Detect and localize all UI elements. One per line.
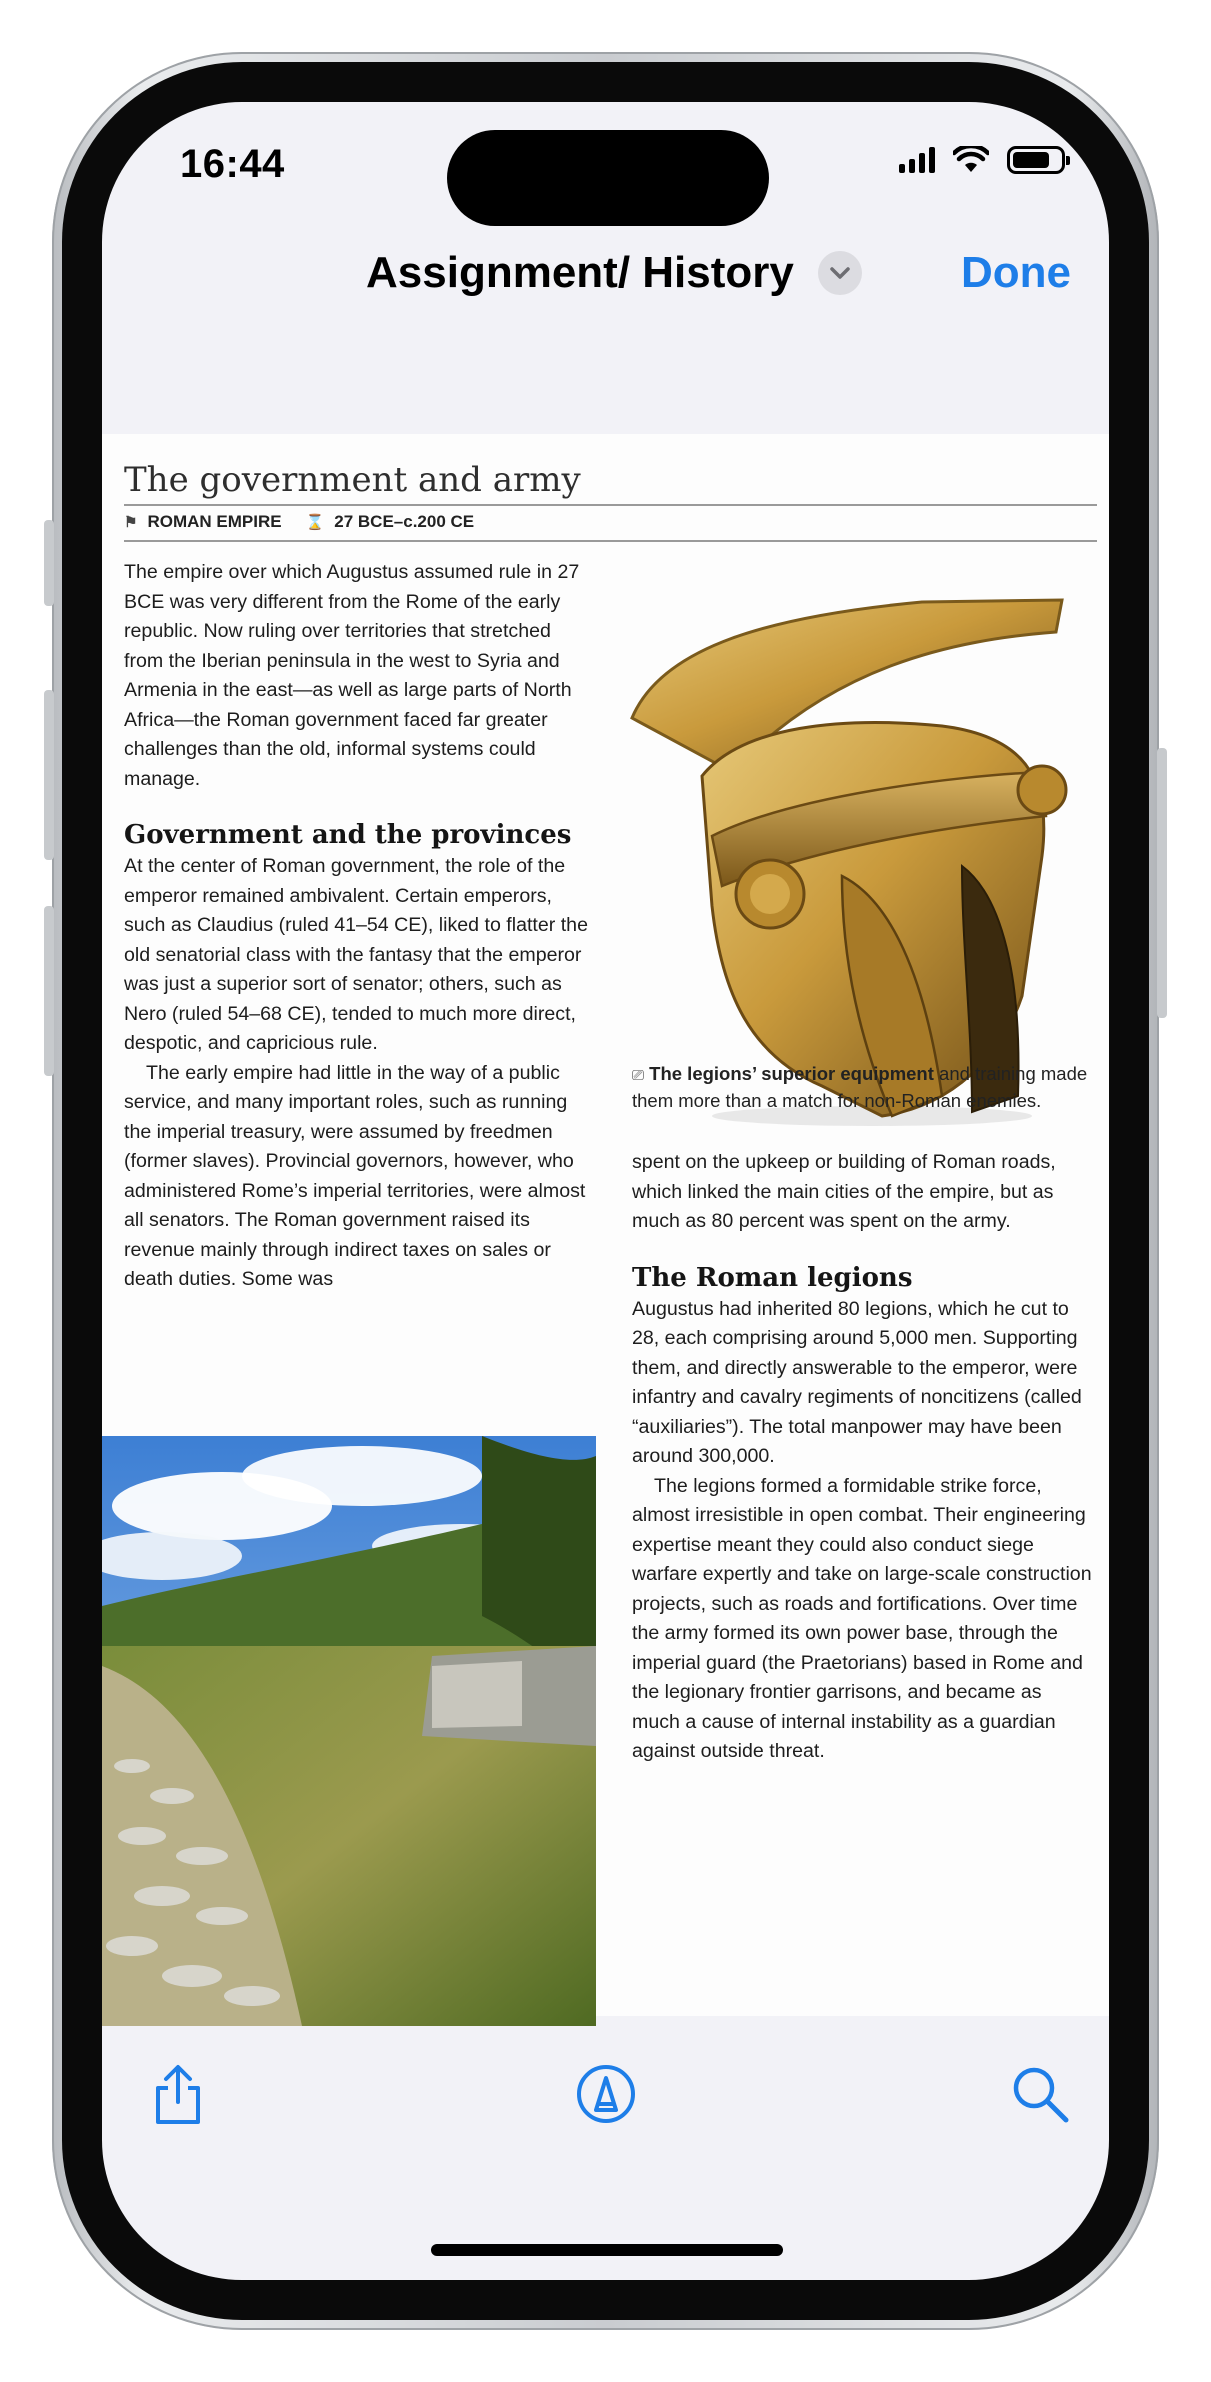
power-button [1157,748,1167,1018]
page-meta [124,512,474,532]
markup-icon[interactable] [574,2062,638,2126]
roman-road-photo [102,1436,596,2026]
meta-date: 27 BCE–c.200 CE [334,512,475,531]
section-heading-government: Government and the provinces [124,820,572,850]
dynamic-island [447,130,769,226]
document-title: Assignment/ History [366,248,794,297]
section2-paragraph-1: Augustus had inherited 80 legions, which he cut to 28, each comprising around 5,000 men. Supporting them, and directly answerable to the emperor, were infantry and cavalry regiments of noncitizens (called “auxiliaries”). The total manpower may have been around 300,000. [632,1297,1082,1467]
meta-region: ROMAN EMPIRE [147,512,282,531]
nav-title-menu[interactable] [366,248,862,298]
right-column [632,1148,1092,1767]
battery-icon [1007,146,1065,174]
flag-icon: ⚑ [124,514,138,531]
document-page[interactable] [102,434,1109,2016]
hourglass-icon: ⌛ [305,514,325,531]
section1-continued: spent on the upkeep or building of Roman roads, which linked the main cities of the empire, but as much as 80 percent was spent on the army. [632,1151,1056,1232]
section1-paragraph-1: At the center of Roman government, the role of the emperor remained ambivalent. Certain emperors, such as Claudius (ruled 41–54 CE), liked to flatter the old senatorial class with the fantasy that the emperor was just a superior sort of senator; others, such as Nero (ruled 54–68 CE), tended to much more direct, despotic, and capricious rule. [124,855,588,1054]
volume-down-button [44,906,54,1076]
home-indicator[interactable] [431,2244,783,2256]
done-button[interactable]: Done [961,248,1071,297]
heading-rule [124,504,1097,506]
camera-icon: ⎚ [632,1067,645,1084]
share-icon[interactable] [146,2062,210,2126]
intro-paragraph: The empire over which Augustus assumed rule in 27 BCE was very different from the Rome of the early republic. Now ruling over territories that stretched from the Iberian peninsula in the west to Syria and Armenia in the east—as well as large parts of North Africa—the Roman government faced far greater challenges than the old, informal systems could manage. [124,561,580,790]
status-icons [899,146,1065,174]
meta-rule [124,540,1097,542]
left-column [124,558,594,1295]
section1-paragraph-2: The early empire had little in the way of a public service, and many important roles, such as running the imperial treasury, were assumed by freedmen (former slaves). Provincial governors, however, who administered Rome’s imperial territories, were almost all senators. The Roman government raised its revenue mainly through indirect taxes on sales or death duties. Some was [124,1061,586,1290]
action-button [44,520,54,606]
helmet-illustration [622,576,1082,1132]
search-icon[interactable] [1008,2062,1072,2126]
caption-bold: The legions’ superior equipment [649,1063,934,1084]
section2-paragraph-2: The legions formed a formidable strike force, almost irresistible in open combat. Their engineering expertise meant they could also conduct siege warfare expertly and take on large-scale construction projects, such as roads and fortifications. Over time the army formed its own power base, through the imperial guard (the Praetorians) based in Rome and the legionary frontier garrisons, and became as much a cause of internal instability as a guardian against outside threat. [632,1474,1092,1762]
volume-up-button [44,690,54,860]
screen [102,102,1109,2280]
section-heading-legions: The Roman legions [632,1262,913,1293]
helmet-caption [632,1062,1092,1113]
caption-text: and training made them more than a match for non-Roman enemies. [632,1063,1088,1111]
page-heading: The government and army [124,460,581,500]
cellular-signal-icon [899,147,935,173]
chevron-down-icon[interactable] [818,251,862,295]
wifi-icon [953,146,989,174]
status-time: 16:44 [180,142,285,186]
